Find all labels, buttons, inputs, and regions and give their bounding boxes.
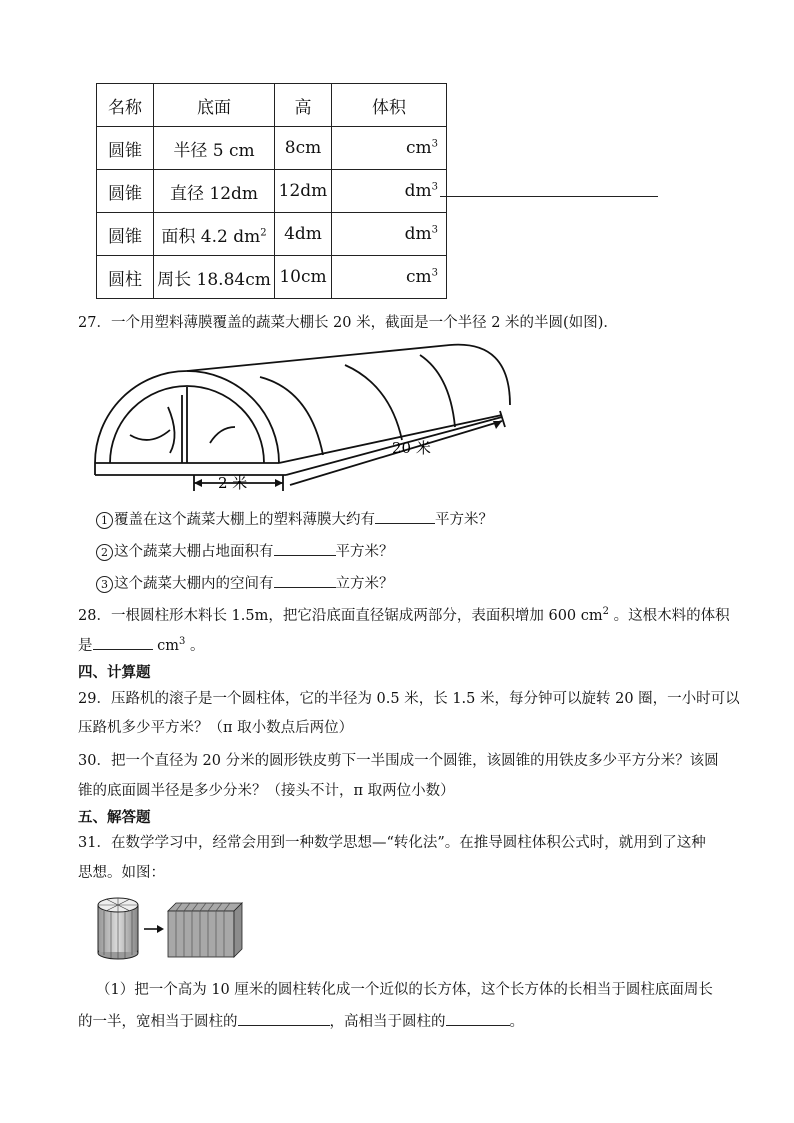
volume-unit: dm — [404, 224, 432, 244]
table-header-row — [97, 84, 447, 127]
q28-line-2 — [78, 634, 204, 655]
answer-blank[interactable] — [274, 573, 336, 588]
sub-text: 这个蔬菜大棚占地面积有 — [114, 544, 274, 560]
q28-text-a: 28．一根圆柱形木料长 1.5m，把它沿底面直径锯成两部分，表面积增加 600 cm — [78, 608, 603, 624]
q28-text-c: 是 — [78, 638, 93, 654]
header-base: 底面 — [154, 84, 275, 127]
q28-unit-exp: 3 — [178, 636, 186, 648]
row-base: 直径 12dm — [154, 170, 275, 213]
row-height: 4dm — [275, 213, 332, 256]
header-name: 名称 — [97, 84, 154, 127]
q31-line-1: 31．在数学学习中，经常会用到一种数学思想—“转化法”。在推导圆柱体积公式时，就用到了这种 — [78, 835, 706, 851]
section-heading-5: 五、解答题 — [78, 810, 151, 826]
volume-unit: cm — [405, 138, 432, 158]
q27-text: 27．一个用塑料薄膜覆盖的蔬菜大棚长 20 米，截面是一个半径 2 米的半圆(如图)． — [78, 315, 618, 331]
unit-exponent: 3 — [431, 267, 438, 279]
greenhouse-figure — [90, 335, 530, 495]
base-exponent: 2 — [260, 226, 267, 238]
sub-text-end: 平方米？ — [335, 544, 394, 560]
row-volume[interactable] — [332, 256, 447, 299]
table-row — [97, 256, 447, 299]
q31-text-b: ，高相当于圆柱的 — [329, 1014, 446, 1030]
q31-sub1-line-2 — [78, 1010, 524, 1031]
row-name: 圆柱 — [97, 256, 154, 299]
q28-unit: cm — [152, 638, 179, 654]
row-base — [154, 213, 275, 256]
sub-text: 覆盖在这个蔬菜大棚上的塑料薄膜大约有 — [114, 512, 375, 528]
sub-text: 这个蔬菜大棚内的空间有 — [114, 576, 274, 592]
circle-number: 3 — [96, 576, 113, 593]
q29-line-2: 压路机多少平方米？（π 取小数点后两位） — [78, 720, 354, 736]
row-base: 周长 18.84cm — [154, 256, 275, 299]
q31-text-c: 。 — [509, 1014, 524, 1030]
q28-text-b: 。这根木料的体积 — [609, 608, 730, 624]
row-volume[interactable] — [332, 170, 447, 213]
row-volume[interactable] — [332, 127, 447, 170]
volume-unit: dm — [404, 181, 432, 201]
answer-blank[interactable] — [375, 509, 435, 524]
circle-number: 2 — [96, 544, 113, 561]
base-text: 面积 4.2 dm — [161, 226, 261, 247]
volume-unit: cm — [405, 267, 432, 287]
row-name: 圆锥 — [97, 127, 154, 170]
q30-line-1: 30．把一个直径为 20 分米的圆形铁皮剪下一半围成一个圆锥，该圆锥的用铁皮多少平方分米？该圆 — [78, 753, 719, 769]
q28-exp: 2 — [602, 606, 610, 618]
row-height: 10cm — [275, 256, 332, 299]
cylinder-to-cuboid-figure — [96, 893, 244, 961]
answer-blank[interactable] — [446, 1011, 510, 1026]
header-volume: 体积 — [332, 84, 447, 127]
sub-text-end: 平方米？ — [435, 512, 493, 528]
unit-exponent: 3 — [431, 224, 438, 236]
unit-exponent: 3 — [431, 138, 438, 150]
length-label: 20 米 — [392, 439, 431, 457]
table-row — [97, 213, 447, 256]
answer-line[interactable] — [440, 196, 658, 197]
q28-text-d: 。 — [185, 638, 205, 654]
sub-text-end: 立方米？ — [335, 576, 394, 592]
answer-blank[interactable] — [93, 635, 153, 650]
q31-line-2: 思想。如图： — [78, 865, 165, 881]
circle-number: 1 — [96, 512, 113, 529]
volume-table — [96, 83, 447, 299]
row-name: 圆锥 — [97, 170, 154, 213]
row-height: 8cm — [275, 127, 332, 170]
row-base: 半径 5 cm — [154, 127, 275, 170]
q27-sub-1 — [96, 508, 493, 529]
section-heading-4: 四、计算题 — [78, 665, 151, 681]
answer-blank[interactable] — [238, 1011, 330, 1026]
q27-sub-3 — [96, 572, 394, 593]
row-name: 圆锥 — [97, 213, 154, 256]
row-volume[interactable] — [332, 213, 447, 256]
width-label: 2 米 — [218, 474, 248, 492]
q30-line-2: 锥的底面圆半径是多少分米？（接头不计，π 取两位小数） — [78, 783, 455, 799]
q31-sub1-line-1: （1）把一个高为 10 厘米的圆柱转化成一个近似的长方体，这个长方体的长相当于圆柱底面周长 — [96, 982, 713, 998]
row-height: 12dm — [275, 170, 332, 213]
q27-sub-2 — [96, 540, 394, 561]
unit-exponent: 3 — [431, 181, 438, 193]
table-row — [97, 170, 447, 213]
answer-blank[interactable] — [274, 541, 336, 556]
table-row — [97, 127, 447, 170]
q28-line-1 — [78, 604, 730, 625]
q29-line-1: 29．压路机的滚子是一个圆柱体，它的半径为 0.5 米，长 1.5 米，每分钟可以旋转 20 圈，一小时可以 — [78, 691, 740, 707]
header-height: 高 — [275, 84, 332, 127]
q31-text-a: 的一半，宽相当于圆柱的 — [78, 1014, 238, 1030]
